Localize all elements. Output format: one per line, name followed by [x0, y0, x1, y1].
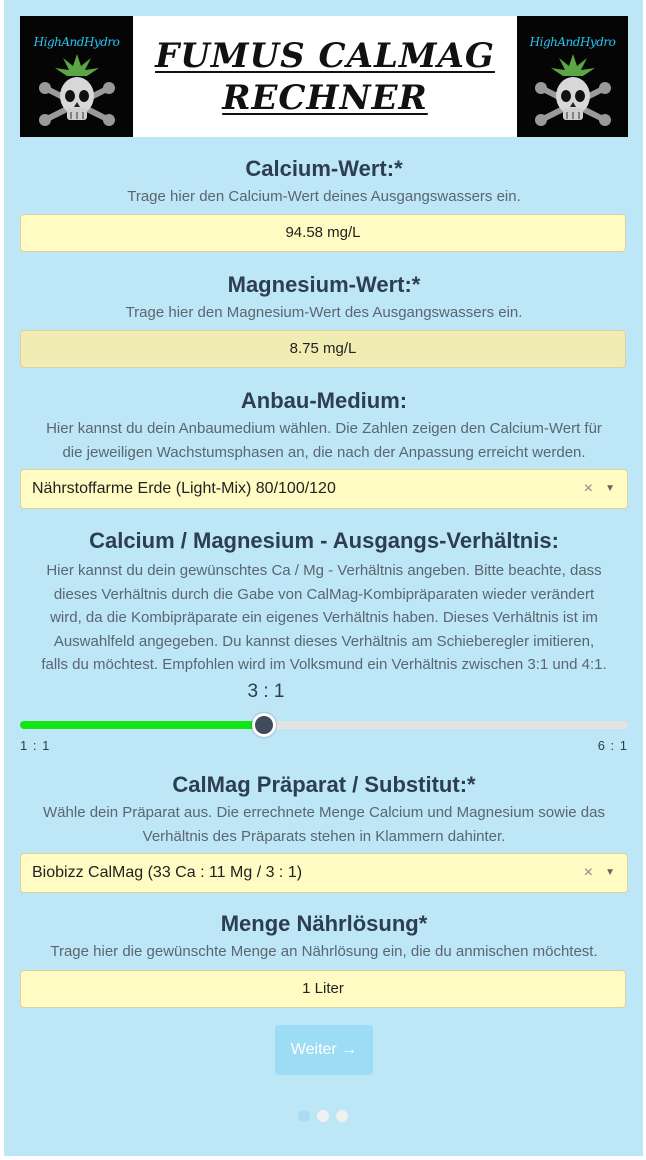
- app-title: [133, 16, 517, 137]
- preparation-heading: CalMag Präparat / Substitut:*: [172, 772, 476, 797]
- skull-wrench-icon: [533, 50, 613, 134]
- pagination-dot[interactable]: [317, 1110, 329, 1122]
- calcium-input[interactable]: 94.58 mg/L: [20, 214, 626, 252]
- ratio-section: [20, 527, 628, 677]
- brand-logo-text: HighAndHydro: [529, 35, 616, 49]
- preparation-description-line: Verhältnis des Präparats stehen in Klammern dahinter.: [142, 827, 506, 845]
- ratio-description-line: Auswahlfeld angegeben. Du kannst dieses Verhältnis am Schieberegler imitieren,: [53, 632, 595, 650]
- ratio-description-line: dieses Verhältnis durch die Gabe von CalMag-Kombipräparaten wieder verändert: [53, 585, 595, 603]
- clear-icon[interactable]: ×: [583, 480, 593, 497]
- ratio-value-label: 3 : 1: [247, 681, 285, 702]
- medium-heading: Anbau-Medium:: [240, 388, 408, 413]
- amount-description: Trage hier die gewünschte Menge an Nährlösung ein, die du anmischen möchtest.: [50, 943, 598, 960]
- brand-logo-right: [517, 16, 628, 137]
- ratio-min-label: 1 : 1: [20, 738, 51, 753]
- chevron-down-icon[interactable]: ▼: [605, 867, 615, 878]
- amount-input[interactable]: 1 Liter: [20, 970, 626, 1008]
- preparation-selected-value: Biobizz CalMag (33 Ca : 11 Mg / 3 : 1): [32, 864, 303, 881]
- magnesium-section: [20, 271, 628, 325]
- medium-description-line: Hier kannst du dein Anbaumedium wählen. Die Zahlen zeigen den Calcium-Wert für: [46, 420, 602, 437]
- medium-selected-value: Nährstoffarme Erde (Light-Mix) 80/100/120: [32, 480, 336, 497]
- chevron-down-icon[interactable]: ▼: [605, 483, 615, 494]
- header-banner: [20, 16, 628, 137]
- brand-logo-left: [20, 16, 133, 137]
- calcium-description: Trage hier den Calcium-Wert deines Ausgangswassers ein.: [127, 188, 521, 205]
- ratio-description-line: falls du möchtest. Empfohlen wird im Volksmund ein Verhältnis zwischen 3:1 und 4:1.: [41, 656, 607, 673]
- brand-logo-text: HighAndHydro: [33, 35, 120, 49]
- amount-heading: Menge Nährlösung*: [220, 911, 428, 936]
- preparation-description-line: Wähle dein Präparat aus. Die errechnete Menge Calcium und Magnesium sowie das: [43, 804, 605, 821]
- calcium-heading: Calcium-Wert:*: [245, 156, 403, 181]
- ratio-max-label: 6 : 1: [597, 738, 628, 753]
- medium-description-line: die jeweiligen Wachstumsphasen an, die nach der Anpassung erreicht werden.: [62, 443, 586, 461]
- medium-select[interactable]: [20, 469, 628, 509]
- title-line-1: FUMUS CALMAG: [155, 35, 495, 76]
- skull-wrench-icon: [37, 50, 117, 134]
- magnesium-description: Trage hier den Magnesium-Wert des Ausgangswassers ein.: [125, 304, 523, 321]
- clear-icon[interactable]: ×: [583, 864, 593, 881]
- medium-section: [20, 387, 628, 464]
- calcium-section: [20, 155, 628, 209]
- preparation-select[interactable]: [20, 853, 628, 893]
- ratio-description-line: wird, da die Kombipräparate ein eigenes Verhältnis haben. Dieses Verhältnis ist im: [50, 609, 598, 626]
- ratio-description-line: Hier kannst du dein gewünschtes Ca / Mg - Verhältnis angeben. Bitte beachte, dass: [46, 562, 602, 579]
- next-button[interactable]: Weiter →: [275, 1025, 373, 1075]
- ratio-heading: Calcium / Magnesium - Ausgangs-Verhältnis:: [89, 528, 559, 553]
- preparation-section: [20, 771, 628, 848]
- magnesium-heading: Magnesium-Wert:*: [227, 272, 421, 297]
- pagination-dot[interactable]: [298, 1110, 310, 1122]
- title-line-2: RECHNER: [222, 77, 428, 118]
- pagination-dots: [298, 1110, 358, 1124]
- magnesium-input[interactable]: 8.75 mg/L: [20, 330, 626, 368]
- ratio-slider-fill: [20, 721, 264, 729]
- ratio-description: [20, 559, 628, 677]
- amount-section: [20, 910, 628, 964]
- pagination-dot[interactable]: [336, 1110, 348, 1122]
